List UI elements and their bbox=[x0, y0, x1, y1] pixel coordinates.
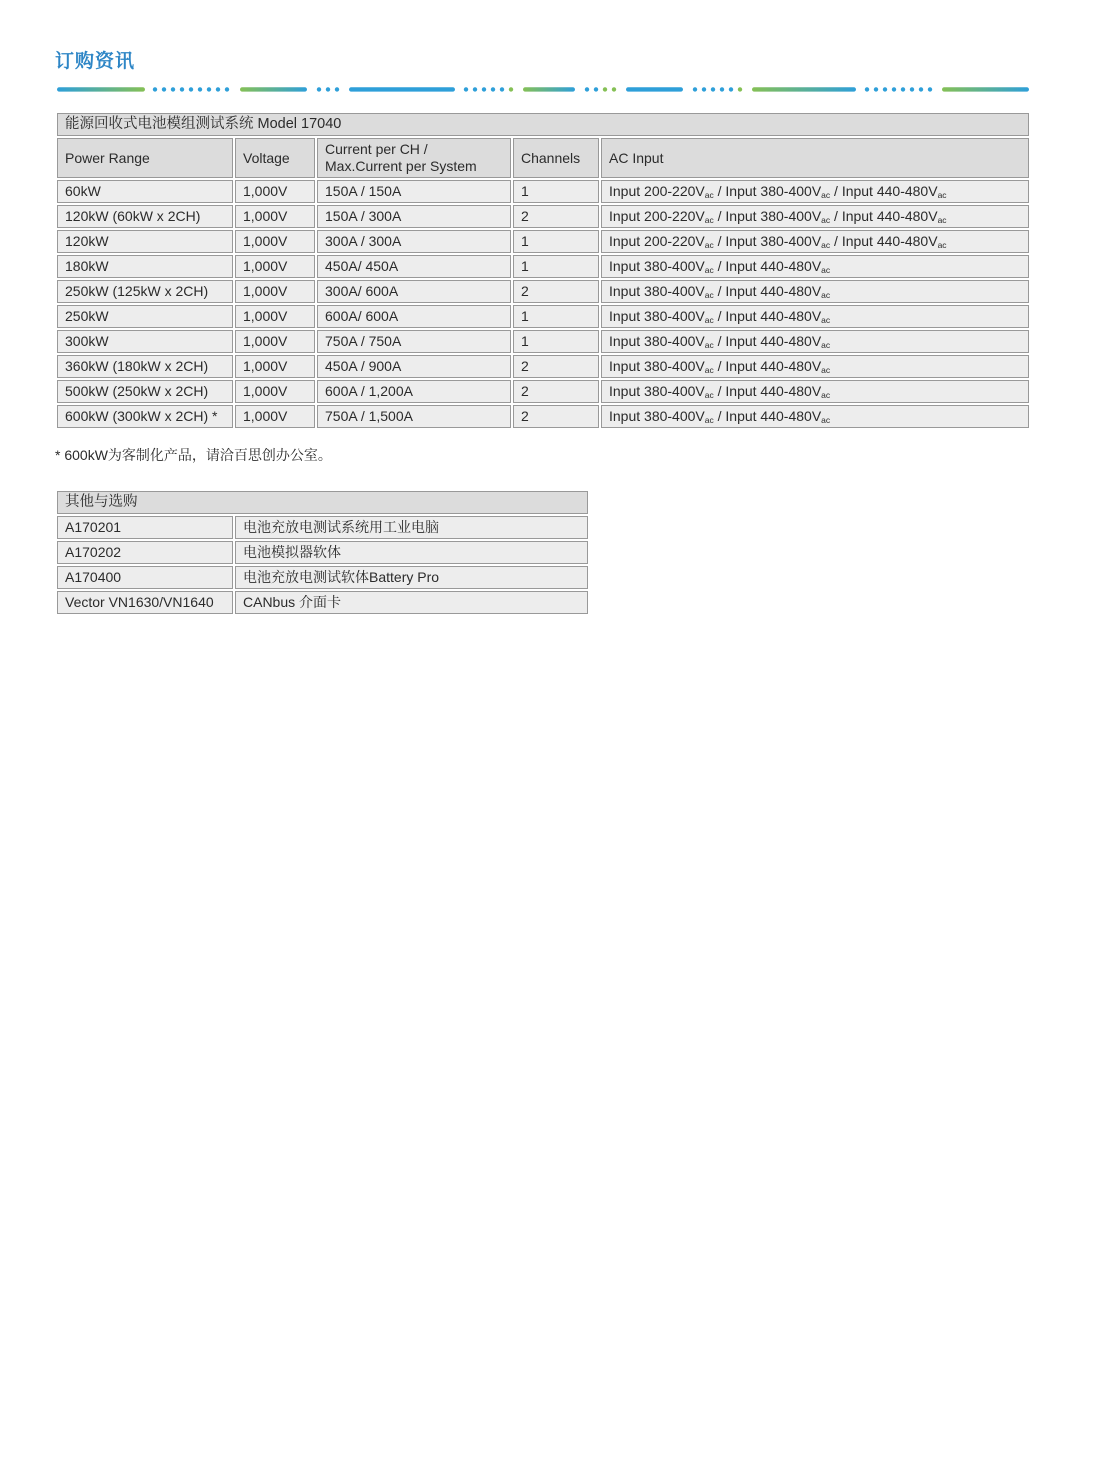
power-range-cell: 250kW (125kW x 2CH) bbox=[57, 280, 233, 303]
current-cell: 300A / 300A bbox=[317, 230, 511, 253]
ac-subscript: ac bbox=[821, 190, 831, 200]
accessories-table bbox=[55, 489, 590, 616]
channels-cell: 1 bbox=[513, 230, 599, 253]
ac-input-cell: Input $200-220V_{ac}$ / Input $380-400V_{ac}$ / Input $440-480V_{ac}$ bbox=[601, 180, 1029, 203]
ac-subscript: ac bbox=[937, 190, 947, 200]
power-range-cell: 500kW (250kW x 2CH) bbox=[57, 380, 233, 403]
ac-subscript: ac bbox=[821, 290, 831, 300]
ac-subscript: ac bbox=[704, 290, 714, 300]
column-header-row bbox=[57, 138, 1029, 178]
column-header-power-range: Power Range bbox=[57, 138, 233, 178]
table-row bbox=[57, 355, 1029, 378]
table-title: 能源回收式电池模组测试系统 Model 17040 bbox=[57, 113, 1029, 136]
table-row bbox=[57, 255, 1029, 278]
ac-subscript: ac bbox=[704, 190, 714, 200]
ac-subscript: ac bbox=[937, 240, 947, 250]
current-cell: 150A / 150A bbox=[317, 180, 511, 203]
ac-subscript: ac bbox=[704, 215, 714, 225]
accessory-row bbox=[57, 566, 588, 589]
table-row bbox=[57, 230, 1029, 253]
voltage-cell: 1,000V bbox=[235, 230, 315, 253]
voltage-cell: 1,000V bbox=[235, 330, 315, 353]
content-area bbox=[55, 46, 1031, 616]
channels-cell: 2 bbox=[513, 280, 599, 303]
voltage-cell: 1,000V bbox=[235, 305, 315, 328]
ac-subscript: ac bbox=[821, 415, 831, 425]
ac-subscript: ac bbox=[704, 265, 714, 275]
accessory-row bbox=[57, 541, 588, 564]
voltage-cell: 1,000V bbox=[235, 405, 315, 428]
ac-input-cell: Input $380-400V_{ac}$ / Input $440-480V_{ac}$ bbox=[601, 280, 1029, 303]
table-row bbox=[57, 330, 1029, 353]
model-17040-table bbox=[55, 111, 1031, 430]
power-range-cell: 120kW bbox=[57, 230, 233, 253]
ac-subscript: ac bbox=[821, 365, 831, 375]
ac-subscript: ac bbox=[937, 215, 947, 225]
ac-input-cell: Input $380-400V_{ac}$ / Input $440-480V_{ac}$ bbox=[601, 305, 1029, 328]
power-range-cell: 60kW bbox=[57, 180, 233, 203]
ac-subscript: ac bbox=[704, 315, 714, 325]
ac-input-cell: Input $380-400V_{ac}$ / Input $440-480V_{ac}$ bbox=[601, 405, 1029, 428]
ac-input-cell: Input $380-400V_{ac}$ / Input $440-480V_{ac}$ bbox=[601, 380, 1029, 403]
page-title: 订购资讯 bbox=[55, 51, 136, 72]
ac-input-cell: Input $380-400V_{ac}$ / Input $440-480V_{ac}$ bbox=[601, 255, 1029, 278]
accessory-description-cell: CANbus 介面卡 bbox=[235, 591, 588, 614]
power-range-cell: 360kW (180kW x 2CH) bbox=[57, 355, 233, 378]
separator-segments bbox=[57, 87, 1029, 91]
column-header-voltage: Voltage bbox=[235, 138, 315, 178]
accessory-description-cell: 电池充放电测试系统用工业电脑 bbox=[235, 516, 588, 539]
table-row bbox=[57, 305, 1029, 328]
decorative-separator bbox=[55, 86, 1031, 93]
channels-cell: 1 bbox=[513, 305, 599, 328]
channels-cell: 2 bbox=[513, 355, 599, 378]
power-range-cell: 250kW bbox=[57, 305, 233, 328]
ac-input-cell: Input $380-400V_{ac}$ / Input $440-480V_{ac}$ bbox=[601, 330, 1029, 353]
current-cell: 750A / 750A bbox=[317, 330, 511, 353]
voltage-cell: 1,000V bbox=[235, 255, 315, 278]
ac-subscript: ac bbox=[821, 215, 831, 225]
accessories-title-row bbox=[57, 491, 588, 514]
accessory-item-cell: A170400 bbox=[57, 566, 233, 589]
ac-subscript: ac bbox=[821, 240, 831, 250]
channels-cell: 2 bbox=[513, 205, 599, 228]
ac-input-cell: Input $200-220V_{ac}$ / Input $380-400V_{ac}$ / Input $440-480V_{ac}$ bbox=[601, 205, 1029, 228]
power-range-cell: 120kW (60kW x 2CH) bbox=[57, 205, 233, 228]
accessory-item-cell: A170201 bbox=[57, 516, 233, 539]
table-title-row bbox=[57, 113, 1029, 136]
power-range-cell: 180kW bbox=[57, 255, 233, 278]
table-row bbox=[57, 205, 1029, 228]
voltage-cell: 1,000V bbox=[235, 380, 315, 403]
ac-subscript: ac bbox=[704, 365, 714, 375]
accessories-table-title: 其他与选购 bbox=[57, 491, 588, 514]
current-cell: 450A/ 450A bbox=[317, 255, 511, 278]
current-cell: 750A / 1,500A bbox=[317, 405, 511, 428]
channels-cell: 1 bbox=[513, 255, 599, 278]
current-cell: 450A / 900A bbox=[317, 355, 511, 378]
ac-subscript: ac bbox=[821, 390, 831, 400]
table-row bbox=[57, 180, 1029, 203]
voltage-cell: 1,000V bbox=[235, 355, 315, 378]
accessory-description-cell: 电池充放电测试软体Battery Pro bbox=[235, 566, 588, 589]
ac-input-cell: Input $380-400V_{ac}$ / Input $440-480V_{ac}$ bbox=[601, 355, 1029, 378]
current-cell: 600A/ 600A bbox=[317, 305, 511, 328]
ac-subscript: ac bbox=[704, 390, 714, 400]
channels-cell: 2 bbox=[513, 405, 599, 428]
ac-subscript: ac bbox=[704, 340, 714, 350]
power-range-cell: 600kW (300kW x 2CH) * bbox=[57, 405, 233, 428]
current-cell: 150A / 300A bbox=[317, 205, 511, 228]
column-header-current: Current per CH / Max.Current per System bbox=[317, 138, 511, 178]
model-table-body bbox=[57, 180, 1029, 428]
table-row bbox=[57, 280, 1029, 303]
table-row bbox=[57, 380, 1029, 403]
accessories-table-body bbox=[57, 516, 588, 614]
accessory-item-cell: Vector VN1630/VN1640 bbox=[57, 591, 233, 614]
current-cell: 300A/ 600A bbox=[317, 280, 511, 303]
channels-cell: 2 bbox=[513, 380, 599, 403]
footnote: * 600kW为客制化产品，请洽百思创办公室。 bbox=[55, 447, 332, 463]
current-cell: 600A / 1,200A bbox=[317, 380, 511, 403]
column-header-channels: Channels bbox=[513, 138, 599, 178]
accessory-row bbox=[57, 591, 588, 614]
ac-subscript: ac bbox=[821, 315, 831, 325]
accessory-item-cell: A170202 bbox=[57, 541, 233, 564]
voltage-cell: 1,000V bbox=[235, 280, 315, 303]
voltage-cell: 1,000V bbox=[235, 180, 315, 203]
voltage-cell: 1,000V bbox=[235, 205, 315, 228]
ac-subscript: ac bbox=[704, 415, 714, 425]
ac-subscript: ac bbox=[821, 265, 831, 275]
channels-cell: 1 bbox=[513, 180, 599, 203]
ac-subscript: ac bbox=[704, 240, 714, 250]
table-row bbox=[57, 405, 1029, 428]
column-header-ac-input: AC Input bbox=[601, 138, 1029, 178]
ac-input-cell: Input $200-220V_{ac}$ / Input $380-400V_{ac}$ / Input $440-480V_{ac}$ bbox=[601, 230, 1029, 253]
channels-cell: 1 bbox=[513, 330, 599, 353]
ac-subscript: ac bbox=[821, 340, 831, 350]
accessory-row bbox=[57, 516, 588, 539]
accessory-description-cell: 电池模拟器软体 bbox=[235, 541, 588, 564]
power-range-cell: 300kW bbox=[57, 330, 233, 353]
